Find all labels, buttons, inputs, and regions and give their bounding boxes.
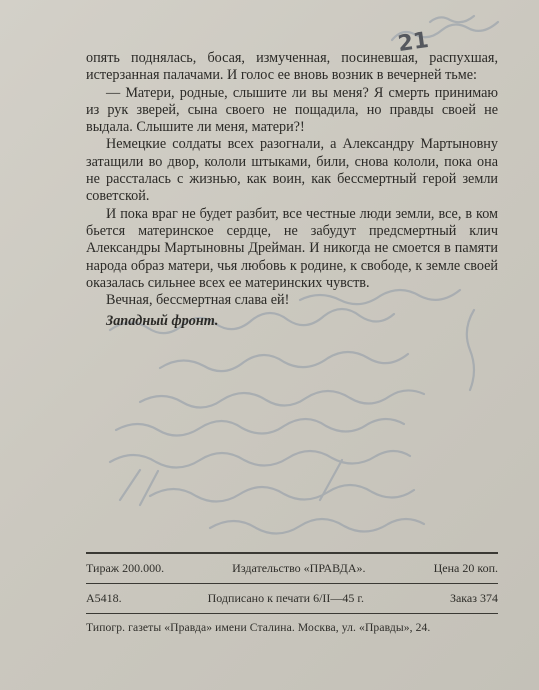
- order-number: Заказ 374: [449, 591, 498, 605]
- paragraph: опять поднялась, босая, измученная, посиневшая, распухшая, истерзанная палачами. И голос ее вновь возник в вечерней тьме:: [86, 50, 498, 84]
- imprint-top-rule: [86, 552, 498, 554]
- imprint-mid-rule: [86, 583, 498, 584]
- price: Цена 20 коп.: [433, 561, 498, 575]
- imprint-block: [86, 552, 498, 634]
- imprint-row-2: [86, 591, 498, 606]
- catalog-code: А5418.: [86, 591, 122, 605]
- signed-date: Подписано к печати 6/II—45 г.: [207, 591, 364, 605]
- paragraph: Вечная, бессмертная слава ей!: [106, 292, 290, 309]
- paragraph: И пока враг не будет разбит, все честные люди земли, все, в ком бьется материнское сердце, не забудут предсмертный клич Александры Мартыновны Дрейман. И никогда не смоется в памяти народа образ матери, чья любовь к родине, к свободе, к земле своей оказалась сильнее всех ее материнских чувств.: [86, 205, 498, 291]
- paragraph: — Матери, родные, слышите ли вы меня? Я смерть принимаю из рук зверей, сына своего не пощадила, но правды своей не выдала. Слышите ли меня, матери?!: [86, 84, 498, 136]
- publisher: Издательство «ПРАВДА».: [232, 561, 366, 575]
- paragraph: Немецкие солдаты всех разогнали, а Александру Мартыновну затащили во двор, кололи штыками, били, снова кололи, пока она не рассталась с жизнью, как воин, как бессмертный герой земли советской.: [86, 136, 498, 205]
- imprint-bottom-rule: [86, 613, 498, 614]
- handwritten-page-number: 21: [396, 27, 431, 58]
- print-run: Тираж 200.000.: [86, 561, 165, 575]
- imprint-row-1: [86, 561, 498, 576]
- printer-line: Типогр. газеты «Правда» имени Сталина. Москва, ул. «Правды», 24.: [86, 621, 431, 634]
- signature-front: Западный фронт.: [106, 313, 219, 330]
- article-body: [86, 50, 498, 331]
